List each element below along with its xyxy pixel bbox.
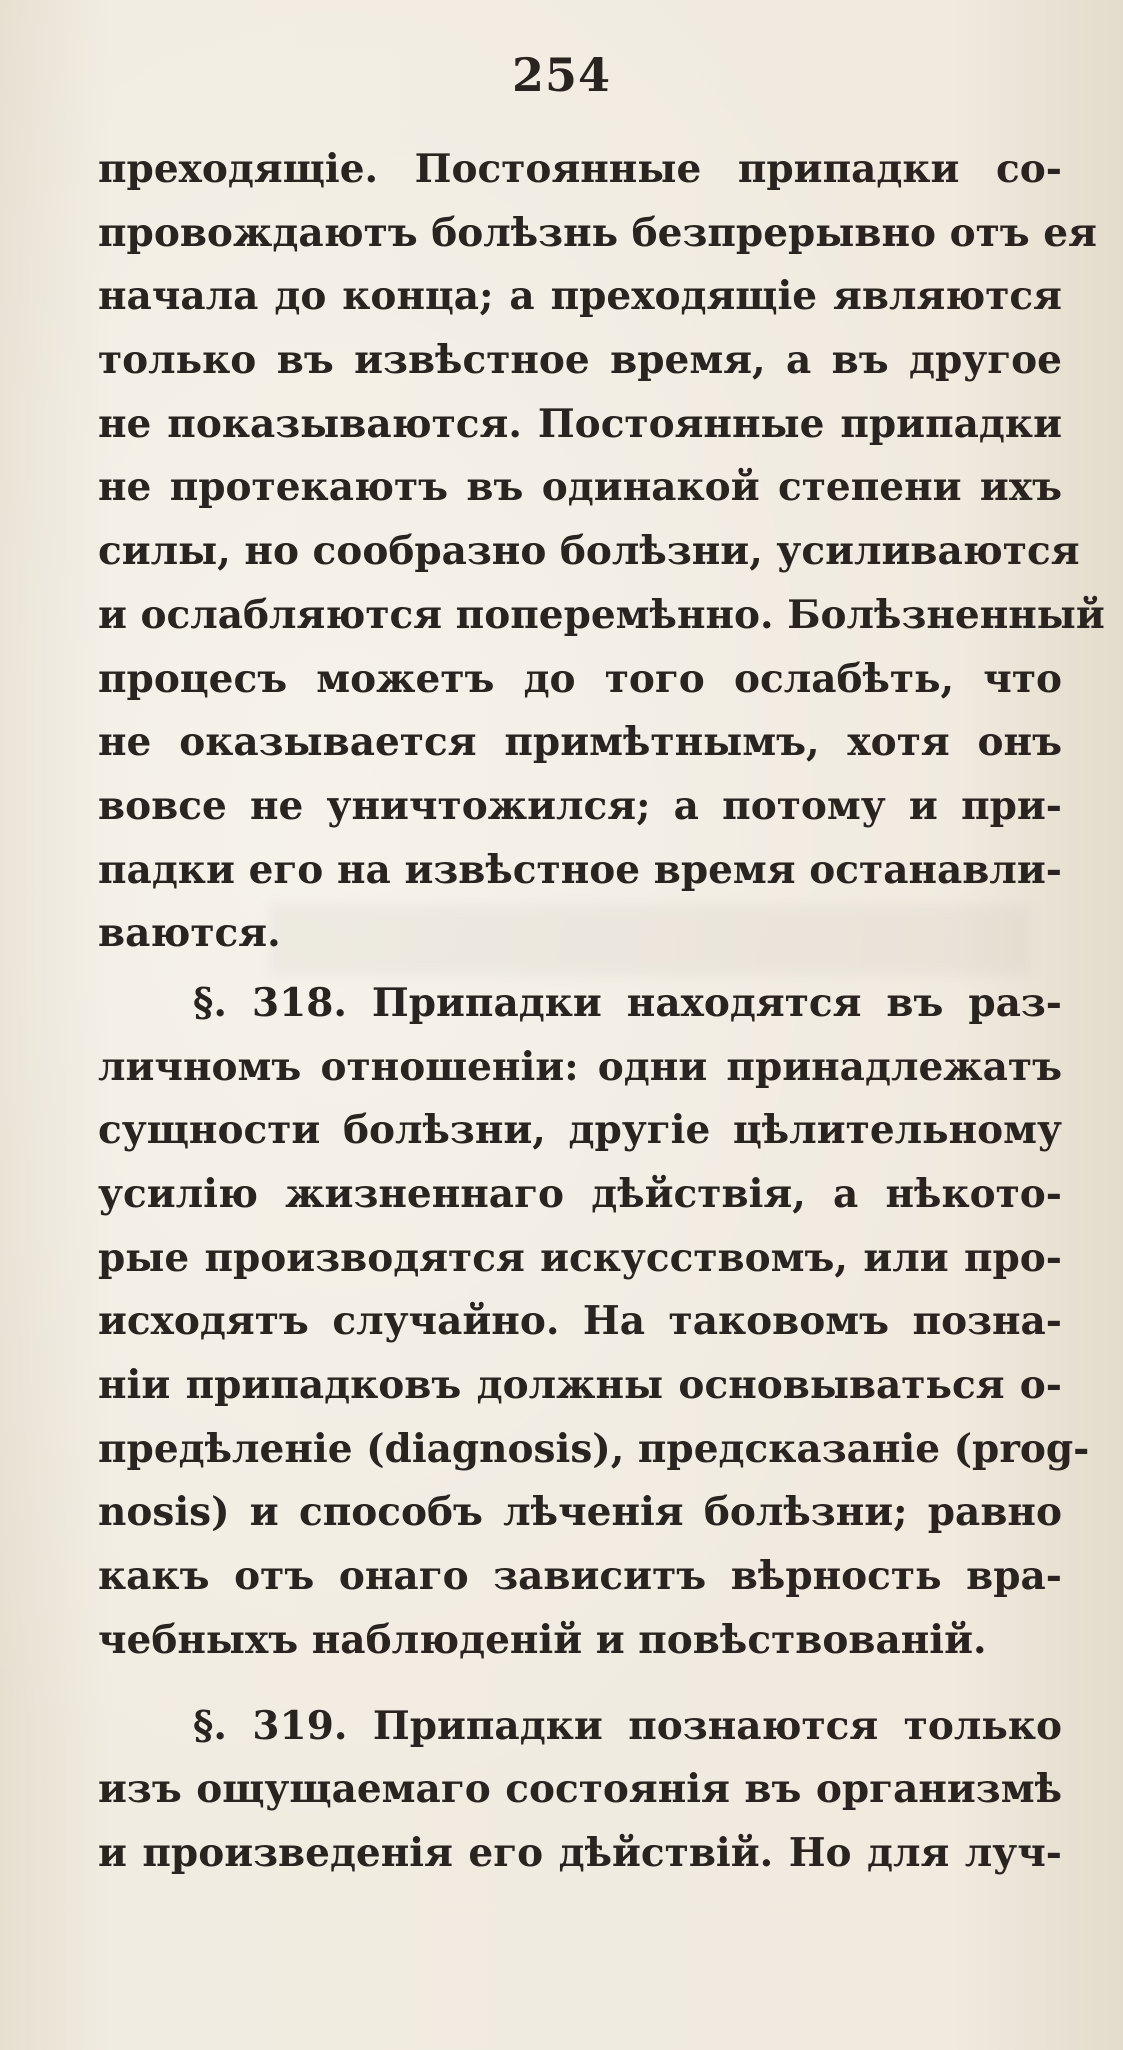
- text-line: ніи припадковъ должны основываться о-: [98, 1362, 1062, 1409]
- text-line: усилію жизненнаго дѣйствія, а нѣкото-: [98, 1171, 1062, 1217]
- text-line: вовсе не уничтожился; а потому и при-: [98, 782, 1062, 829]
- text-line: nosis) и способъ лѣченія болѣзни; равно: [98, 1489, 1062, 1536]
- text-line: силы, но сообразно болѣзни, усиливаются: [98, 528, 1080, 575]
- text-line: §. 319. Припадки познаются только: [193, 1702, 1062, 1749]
- text-line: процесъ можетъ до того ослабѣть, что: [98, 655, 1062, 702]
- text-line: исходятъ случайно. На таковомъ позна-: [98, 1298, 1062, 1345]
- text-line: только въ извѣстное время, а въ другое: [98, 337, 1062, 384]
- page-text: [98, 138, 1105, 1886]
- paragraph-319: [98, 1695, 1062, 1886]
- text-line: чебныхъ наблюденій и повѣствованій.: [98, 1616, 987, 1663]
- text-line: преходящіе. Постоянные припадки со-: [98, 146, 1062, 192]
- text-line: начала до конца; а преходящіе являются: [98, 273, 1062, 320]
- text-line: изъ ощущаемаго состоянія въ организмѣ: [98, 1766, 1062, 1813]
- text-line: не протекаютъ въ одинакой степени ихъ: [98, 464, 1062, 511]
- text-line: какъ отъ онаго зависитъ вѣрность вра-: [98, 1553, 1062, 1600]
- text-line: не оказывается примѣтнымъ, хотя онъ: [98, 719, 1062, 766]
- paragraph-318: [98, 972, 1090, 1673]
- text-line: и произведенія его дѣйствій. Но для луч-: [98, 1829, 1062, 1876]
- text-line: рые производятся искусствомъ, или про-: [98, 1234, 1062, 1281]
- text-line: сущности болѣзни, другіе цѣлительному: [98, 1107, 1062, 1154]
- paragraph-continuation: [98, 138, 1105, 966]
- page-number: 254: [511, 48, 612, 102]
- text-line: ваются.: [98, 910, 281, 957]
- text-line: личномъ отношеніи: одни принадлежатъ: [98, 1043, 1062, 1090]
- text-line: §. 318. Припадки находятся въ раз-: [193, 979, 1062, 1026]
- text-line: и ослабляются поперемѣнно. Болѣзненный: [98, 591, 1105, 638]
- text-line: провождаютъ болѣзнь безпрерывно отъ ея: [98, 209, 1097, 256]
- text-line: предѣленіе (diagnosis), предсказаніе (prog-: [98, 1425, 1090, 1472]
- text-line: падки его на извѣстное время останавли-: [98, 846, 1062, 893]
- text-line: не показываются. Постоянные припадки: [98, 400, 1062, 447]
